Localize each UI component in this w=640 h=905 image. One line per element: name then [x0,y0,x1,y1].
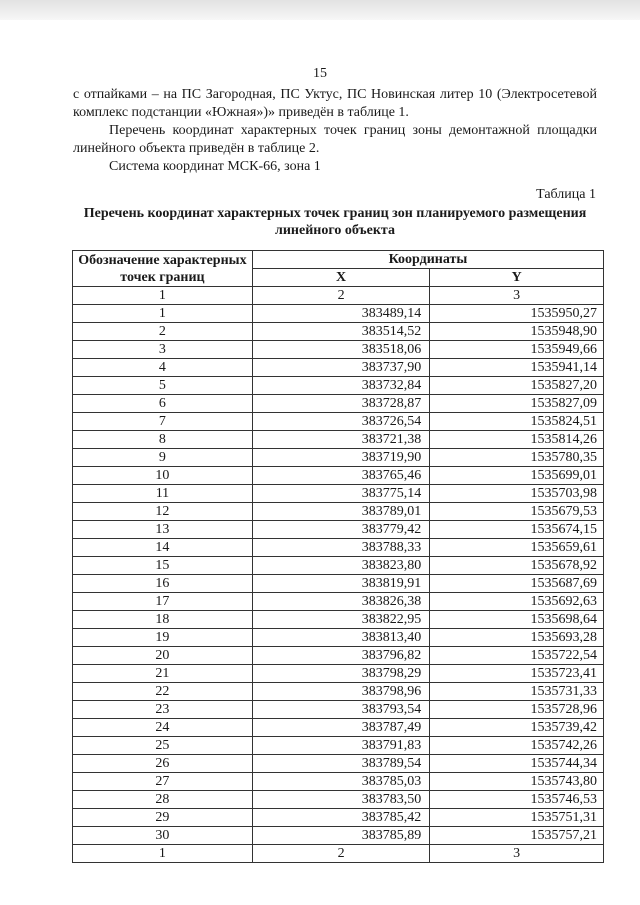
table-label: Таблица 1 [536,187,596,202]
x-coordinate-cell: 383765,46 [252,467,429,485]
y-coordinate-cell: 1535698,64 [430,611,604,629]
x-coordinate-cell: 383783,50 [252,791,429,809]
table-title: Перечень координат характерных точек границ зон планируемого размещения линейного объекта [83,206,587,238]
y-coordinate-cell: 1535687,69 [430,575,604,593]
point-number-cell: 11 [73,485,253,503]
column-number: 3 [430,287,604,305]
point-number-cell: 16 [73,575,253,593]
y-coordinate-cell: 1535728,96 [430,701,604,719]
viewer-top-bar [0,0,640,20]
table-row [73,809,604,827]
x-coordinate-cell: 383518,06 [252,341,429,359]
point-number-cell: 18 [73,611,253,629]
x-coordinate-cell: 383719,90 [252,449,429,467]
footer-number: 3 [430,845,604,863]
x-coordinate-cell: 383826,38 [252,593,429,611]
x-coordinate-cell: 383789,01 [252,503,429,521]
x-coordinate-cell: 383796,82 [252,647,429,665]
point-number-cell: 1 [73,305,253,323]
y-coordinate-cell: 1535731,33 [430,683,604,701]
point-number-cell: 5 [73,377,253,395]
header-x: X [252,269,429,287]
table-row [73,593,604,611]
paragraph-1: с отпайками – на ПС Загородная, ПС Уктус, ПС Новинская литер 10 (Электросетевой комплекс подстанции «Южная»)» приведён в таблице 1. [73,87,597,120]
y-coordinate-cell: 1535941,14 [430,359,604,377]
table-row [73,701,604,719]
table-row [73,467,604,485]
x-coordinate-cell: 383785,42 [252,809,429,827]
point-number-cell: 12 [73,503,253,521]
point-number-cell: 3 [73,341,253,359]
paragraph-2: Перечень координат характерных точек границ зоны демонтажной площадки линейного объекта приведён в таблице 2. [73,123,597,156]
x-coordinate-cell: 383775,14 [252,485,429,503]
table-row [73,323,604,341]
y-coordinate-cell: 1535751,31 [430,809,604,827]
y-coordinate-cell: 1535824,51 [430,413,604,431]
header-y: Y [430,269,604,287]
point-number-cell: 27 [73,773,253,791]
y-coordinate-cell: 1535739,42 [430,719,604,737]
y-coordinate-cell: 1535678,92 [430,557,604,575]
x-coordinate-cell: 383726,54 [252,413,429,431]
table-row [73,521,604,539]
table-row [73,341,604,359]
y-coordinate-cell: 1535679,53 [430,503,604,521]
x-coordinate-cell: 383787,49 [252,719,429,737]
table-row [73,503,604,521]
point-number-cell: 7 [73,413,253,431]
table-row [73,773,604,791]
point-number-cell: 10 [73,467,253,485]
table-row [73,413,604,431]
y-coordinate-cell: 1535693,28 [430,629,604,647]
x-coordinate-cell: 383819,91 [252,575,429,593]
x-coordinate-cell: 383822,95 [252,611,429,629]
table-row [73,377,604,395]
table-row [73,557,604,575]
point-number-cell: 13 [73,521,253,539]
table-row [73,683,604,701]
table-row [73,629,604,647]
y-coordinate-cell: 1535950,27 [430,305,604,323]
y-coordinate-cell: 1535948,90 [430,323,604,341]
table-row [73,737,604,755]
point-number-cell: 17 [73,593,253,611]
y-coordinate-cell: 1535757,21 [430,827,604,845]
header-point: Обозначение характерных точек границ [73,251,253,287]
y-coordinate-cell: 1535692,63 [430,593,604,611]
table-body [73,305,604,845]
point-number-cell: 22 [73,683,253,701]
x-coordinate-cell: 383788,33 [252,539,429,557]
table-row [73,575,604,593]
x-coordinate-cell: 383789,54 [252,755,429,773]
y-coordinate-cell: 1535744,34 [430,755,604,773]
table-row [73,791,604,809]
x-coordinate-cell: 383798,29 [252,665,429,683]
x-coordinate-cell: 383721,38 [252,431,429,449]
table-row [73,485,604,503]
header-coordinates: Координаты [252,251,603,269]
footer-number: 2 [252,845,429,863]
point-number-cell: 24 [73,719,253,737]
x-coordinate-cell: 383793,54 [252,701,429,719]
table-row [73,539,604,557]
y-coordinate-cell: 1535674,15 [430,521,604,539]
point-number-cell: 9 [73,449,253,467]
point-number-cell: 21 [73,665,253,683]
y-coordinate-cell: 1535827,09 [430,395,604,413]
point-number-cell: 14 [73,539,253,557]
table-row [73,647,604,665]
y-coordinate-cell: 1535722,54 [430,647,604,665]
point-number-cell: 8 [73,431,253,449]
point-number-cell: 15 [73,557,253,575]
y-coordinate-cell: 1535814,26 [430,431,604,449]
x-coordinate-cell: 383489,14 [252,305,429,323]
x-coordinate-cell: 383798,96 [252,683,429,701]
point-number-cell: 30 [73,827,253,845]
x-coordinate-cell: 383514,52 [252,323,429,341]
point-number-cell: 23 [73,701,253,719]
table-row [73,395,604,413]
table-row [73,665,604,683]
point-number-cell: 25 [73,737,253,755]
table-row [73,305,604,323]
x-coordinate-cell: 383737,90 [252,359,429,377]
table-header-row [73,251,604,269]
x-coordinate-cell: 383785,89 [252,827,429,845]
point-number-cell: 19 [73,629,253,647]
point-number-cell: 4 [73,359,253,377]
point-number-cell: 20 [73,647,253,665]
column-number-row [73,287,604,305]
x-coordinate-cell: 383728,87 [252,395,429,413]
point-number-cell: 26 [73,755,253,773]
column-number: 1 [73,287,253,305]
y-coordinate-cell: 1535746,53 [430,791,604,809]
y-coordinate-cell: 1535723,41 [430,665,604,683]
y-coordinate-cell: 1535743,80 [430,773,604,791]
x-coordinate-cell: 383791,83 [252,737,429,755]
table-row [73,359,604,377]
body-text [73,86,597,176]
table-row [73,755,604,773]
footer-number-row [73,845,604,863]
y-coordinate-cell: 1535699,01 [430,467,604,485]
y-coordinate-cell: 1535742,26 [430,737,604,755]
x-coordinate-cell: 383813,40 [252,629,429,647]
footer-number: 1 [73,845,253,863]
paragraph-3: Система координат МСК-66, зона 1 [109,159,321,174]
point-number-cell: 6 [73,395,253,413]
x-coordinate-cell: 383823,80 [252,557,429,575]
coordinates-table [72,250,604,863]
point-number-cell: 28 [73,791,253,809]
x-coordinate-cell: 383779,42 [252,521,429,539]
table-row [73,827,604,845]
y-coordinate-cell: 1535949,66 [430,341,604,359]
y-coordinate-cell: 1535703,98 [430,485,604,503]
point-number-cell: 2 [73,323,253,341]
y-coordinate-cell: 1535827,20 [430,377,604,395]
table-row [73,611,604,629]
page-number: 15 [313,66,327,81]
column-number: 2 [252,287,429,305]
table-row [73,449,604,467]
table-row [73,431,604,449]
y-coordinate-cell: 1535780,35 [430,449,604,467]
y-coordinate-cell: 1535659,61 [430,539,604,557]
x-coordinate-cell: 383732,84 [252,377,429,395]
x-coordinate-cell: 383785,03 [252,773,429,791]
table-row [73,719,604,737]
point-number-cell: 29 [73,809,253,827]
